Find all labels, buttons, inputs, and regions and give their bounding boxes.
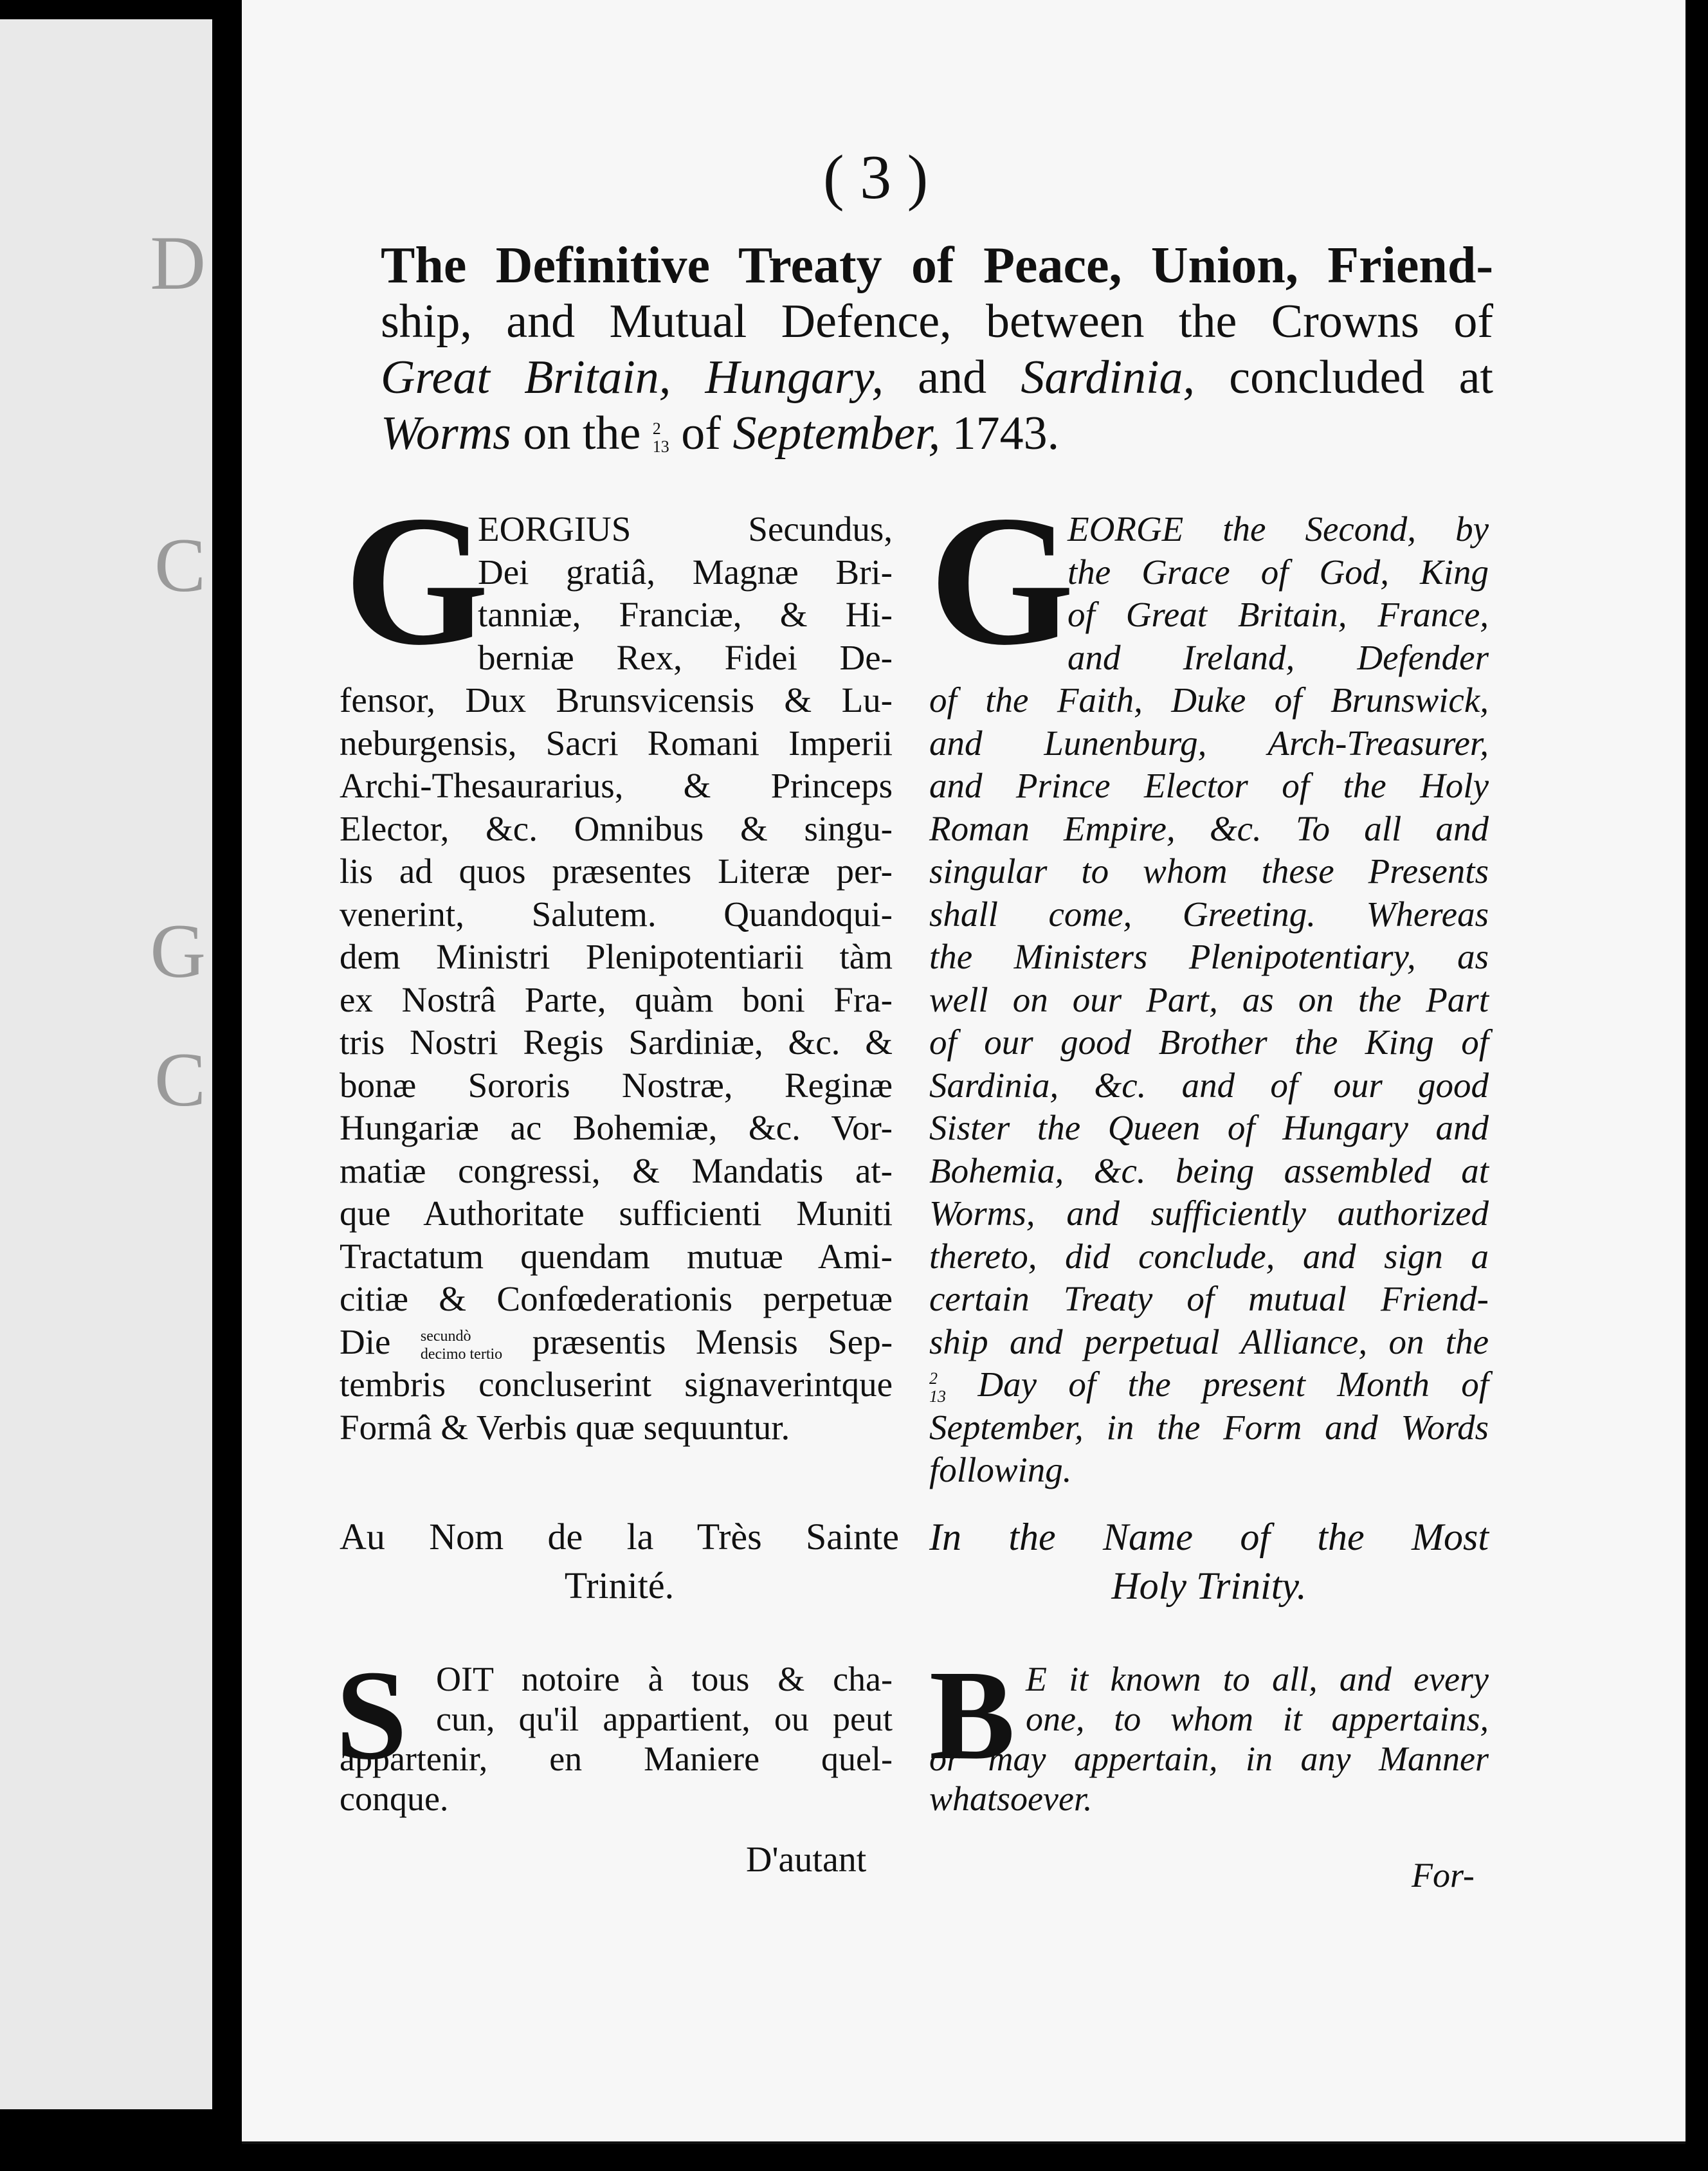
latin-line: Archi-Thesaurarius, & Princeps xyxy=(340,766,893,805)
english-column xyxy=(929,508,1489,1492)
french-line: cun, qu'il appartient, ou peut xyxy=(436,1700,893,1738)
latin-line: Formâ & Verbis quæ sequuntur. xyxy=(340,1407,790,1447)
page-number: ( 3 ) xyxy=(823,143,929,212)
english-line: September, in the Form and Words xyxy=(929,1407,1489,1447)
english-line: well on our Part, as on the Part xyxy=(929,979,1489,1019)
latin-line: lis ad quos præsentes Literæ per- xyxy=(340,851,893,891)
english-line: certain Treaty of mutual Friend- xyxy=(929,1279,1489,1318)
english-line: EORGE the Second, by xyxy=(1068,509,1489,549)
english-section-line: or may appertain, in any Manner xyxy=(929,1740,1489,1778)
latin-line: matiæ congressi, & Mandatis at- xyxy=(340,1150,893,1190)
title-line-3: Great Britain, Hungary, and Sardinia, concluded at xyxy=(381,351,1493,404)
english-line: Roman Empire, &c. To all and xyxy=(929,808,1489,848)
title-line-1: The Definitive Treaty of Peace, Union, Friend- xyxy=(381,237,1493,294)
latin-dropcap: G xyxy=(344,477,489,684)
french-paragraph xyxy=(340,1659,893,1819)
latin-line: Tractatum quendam mutuæ Ami- xyxy=(340,1236,893,1276)
french-invocation-heading: Au Nom de la Très Sainte Trinité. xyxy=(340,1516,899,1606)
english-line: the Ministers Plenipotentiary, as xyxy=(929,937,1489,976)
english-line: thereto, did conclude, and sign a xyxy=(929,1236,1489,1276)
latin-line: tembris concluserint signaverintque xyxy=(340,1365,893,1404)
latin-line: Elector, &c. Omnibus & singu- xyxy=(340,808,893,848)
binding-gutter xyxy=(212,0,242,2171)
english-line: of our good Brother the King of xyxy=(929,1022,1489,1062)
french-line: conque. xyxy=(340,1779,449,1818)
treaty-title xyxy=(381,238,1493,462)
latin-line: berniæ Rex, Fidei De- xyxy=(478,637,893,677)
french-line: appartenir, en Maniere quel- xyxy=(340,1740,893,1778)
english-line: Bohemia, &c. being assembled at xyxy=(929,1150,1489,1190)
english-line: following. xyxy=(929,1450,1072,1489)
facing-page-edge: D C G C xyxy=(0,19,216,2109)
catchword-english: For- xyxy=(1412,1856,1475,1894)
french-line: OIT notoire à tous & cha- xyxy=(436,1660,893,1698)
english-line: Worms, and sufficiently authorized xyxy=(929,1194,1489,1233)
english-line: and Lunenburg, Arch-Treasurer, xyxy=(929,723,1489,763)
title-line-2: ship, and Mutual Defence, between the Crowns of xyxy=(381,295,1493,348)
english-line: Sister the Queen of Hungary and xyxy=(929,1108,1489,1147)
latin-line: EORGIUS Secundus, xyxy=(478,509,893,549)
english-section-dropcap: B xyxy=(929,1644,1015,1786)
latin-line: Dei gratiâ, Magnæ Bri- xyxy=(478,552,893,592)
latin-line: venerint, Salutem. Quandoqui- xyxy=(340,894,893,934)
latin-die-line: Die secundò decimo tertio præsentis Mensis Sep- xyxy=(340,1322,893,1363)
english-line: and Prince Elector of the Holy xyxy=(929,766,1489,805)
english-invocation-heading: In the Name of the Most Holy Trinity. xyxy=(929,1516,1489,1607)
english-line: the Grace of God, King xyxy=(1068,552,1489,592)
english-dropcap: G xyxy=(929,477,1075,684)
english-line: of Great Britain, France, xyxy=(1068,595,1489,634)
english-section-line: one, to whom it appertains, xyxy=(1026,1700,1489,1738)
latin-line: ex Nostrâ Parte, quàm boni Fra- xyxy=(340,979,893,1019)
french-dropcap: S xyxy=(336,1644,408,1786)
english-section-line: E it known to all, and every xyxy=(1026,1660,1489,1698)
latin-line: Hungariæ ac Bohemiæ, &c. Vor- xyxy=(340,1108,893,1147)
latin-line: neburgensis, Sacri Romani Imperii xyxy=(340,723,893,763)
english-line: of the Faith, Duke of Brunswick, xyxy=(929,680,1489,720)
scan-edge xyxy=(1685,58,1708,2148)
latin-line: que Authoritate sufficienti Muniti xyxy=(340,1194,893,1233)
english-line: and Ireland, Defender xyxy=(1068,637,1489,677)
english-line: singular to whom these Presents xyxy=(929,851,1489,891)
catchword-french: D'autant xyxy=(746,1840,867,1880)
title-line-4: Worms on the 2 13 of September, 1743. xyxy=(381,407,1060,460)
english-line: ship and perpetual Alliance, on the xyxy=(929,1322,1489,1361)
latin-line: citiæ & Confœderationis perpetuæ xyxy=(340,1279,893,1318)
english-line: shall come, Greeting. Whereas xyxy=(929,894,1489,934)
latin-column xyxy=(340,508,893,1449)
latin-line: tris Nostri Regis Sardiniæ, &c. & xyxy=(340,1022,893,1062)
latin-line: bonæ Sororis Nostræ, Reginæ xyxy=(340,1065,893,1105)
english-day-line: 2 13 Day of the present Month of xyxy=(929,1365,1489,1406)
english-section-line: whatsoever. xyxy=(929,1779,1093,1818)
latin-line: fensor, Dux Brunsvicensis & Lu- xyxy=(340,680,893,720)
english-paragraph xyxy=(929,1659,1489,1819)
latin-line: dem Ministri Plenipotentiarii tàm xyxy=(340,937,893,976)
latin-line: tanniæ, Franciæ, & Hi- xyxy=(478,595,893,634)
english-line: Sardinia, &c. and of our good xyxy=(929,1065,1489,1105)
